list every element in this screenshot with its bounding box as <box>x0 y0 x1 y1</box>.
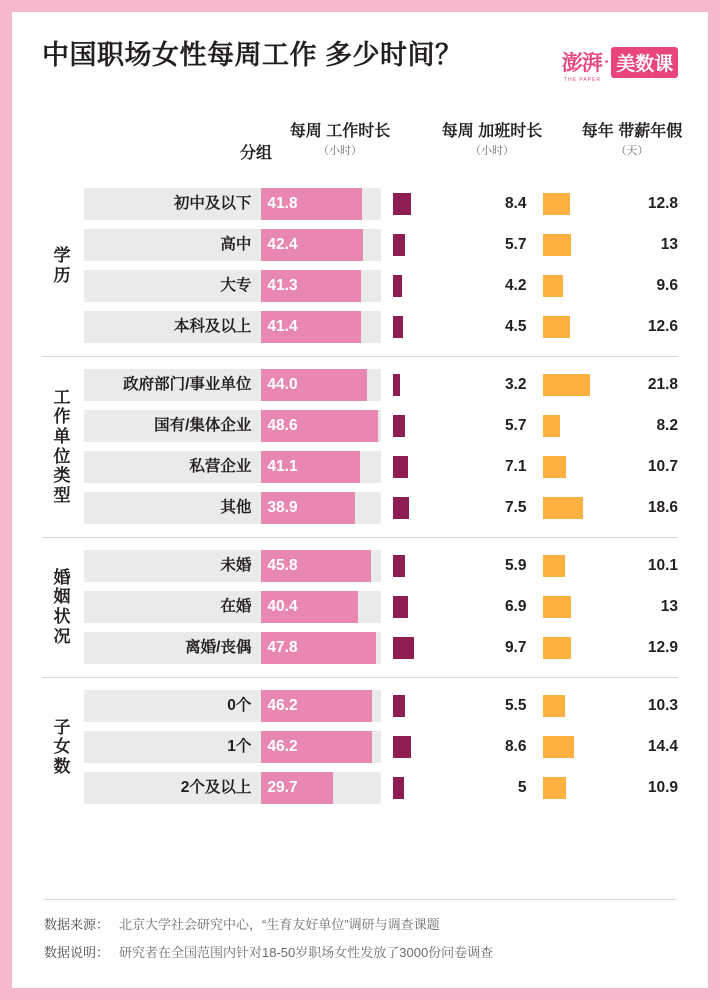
leave-cell <box>533 410 679 442</box>
leave-cell <box>533 731 679 763</box>
overtime-bar <box>393 193 411 215</box>
table-row <box>84 188 678 220</box>
row-category: 2个及以上 <box>84 772 261 804</box>
table-row <box>84 369 678 401</box>
group-label: 子 女 数 <box>53 717 73 776</box>
overtime-bar <box>393 695 405 717</box>
row-category: 大专 <box>84 270 261 302</box>
leave-bar <box>543 316 570 338</box>
group-divider <box>42 677 678 678</box>
overtime-cell <box>381 550 532 582</box>
page-title: 中国职场女性每周工作 多少时间？ <box>42 40 463 70</box>
table-row <box>84 632 678 664</box>
overtime-value: 5.5 <box>504 697 527 714</box>
overtime-bar <box>393 637 413 659</box>
hours-bar-track <box>261 369 381 401</box>
leave-value: 10.3 <box>647 697 678 714</box>
leave-value: 12.6 <box>647 318 678 335</box>
leave-value: 13 <box>660 598 678 615</box>
leave-value: 10.7 <box>647 458 678 475</box>
overtime-bar <box>393 777 404 799</box>
overtime-bar <box>393 275 402 297</box>
leave-bar <box>543 497 584 519</box>
group-label: 婚 姻 状 况 <box>53 567 73 646</box>
overtime-bar <box>393 497 409 519</box>
overtime-bar <box>393 456 408 478</box>
leave-bar <box>543 193 571 215</box>
leave-value: 21.8 <box>647 376 678 393</box>
hours-bar-track <box>261 690 381 722</box>
row-category: 1个 <box>84 731 261 763</box>
hours-value: 40.4 <box>267 598 298 615</box>
table-row <box>84 492 678 524</box>
row-category: 未婚 <box>84 550 261 582</box>
leave-value: 8.2 <box>656 417 678 434</box>
hours-bar-track <box>261 772 381 804</box>
leave-cell <box>533 229 679 261</box>
column-header-leave-label: 每年 带薪年假 <box>581 123 683 140</box>
overtime-cell <box>381 188 532 220</box>
group-label: 学 历 <box>53 245 73 285</box>
row-category: 初中及以下 <box>84 188 261 220</box>
overtime-bar <box>393 555 405 577</box>
row-category: 离婚/丧偶 <box>84 632 261 664</box>
footer-note <box>44 942 676 961</box>
table-row <box>84 550 678 582</box>
group-rows <box>84 550 678 664</box>
overtime-value: 8.4 <box>504 195 527 212</box>
overtime-value: 8.6 <box>504 738 527 755</box>
leave-value: 9.6 <box>656 277 678 294</box>
hours-value: 41.3 <box>267 277 298 294</box>
leave-bar <box>543 777 567 799</box>
column-header-overtime-label: 每周 加班时长 <box>441 123 543 140</box>
leave-cell <box>533 451 679 483</box>
hours-bar-track <box>261 188 381 220</box>
column-header-overtime <box>432 122 552 159</box>
leave-bar <box>543 555 565 577</box>
leave-cell <box>533 492 679 524</box>
column-header-hours <box>280 122 400 159</box>
overtime-value: 3.2 <box>504 376 527 393</box>
leave-bar <box>543 374 591 396</box>
overtime-cell <box>381 451 532 483</box>
leave-cell <box>533 311 679 343</box>
overtime-cell <box>381 731 532 763</box>
leave-value: 10.1 <box>647 557 678 574</box>
hours-bar-track <box>261 591 381 623</box>
footer-divider <box>44 899 676 900</box>
overtime-value: 7.1 <box>504 458 527 475</box>
overtime-cell <box>381 632 532 664</box>
row-category: 高中 <box>84 229 261 261</box>
header <box>12 12 708 108</box>
data-table <box>12 188 708 804</box>
column-header-leave <box>572 122 692 159</box>
overtime-value: 4.2 <box>504 277 527 294</box>
logo-left-text: 澎湃 <box>561 51 602 75</box>
leave-value: 12.8 <box>647 195 678 212</box>
leave-cell <box>533 188 679 220</box>
leave-cell <box>533 632 679 664</box>
group-rows <box>84 369 678 524</box>
table-row <box>84 591 678 623</box>
leave-bar <box>543 415 561 437</box>
overtime-value: 6.9 <box>504 598 527 615</box>
hours-value: 41.4 <box>267 318 298 335</box>
group-rows <box>84 690 678 804</box>
hours-value: 42.4 <box>267 236 298 253</box>
footer <box>12 899 708 970</box>
hours-bar-track <box>261 550 381 582</box>
hours-bar-track <box>261 731 381 763</box>
hours-value: 48.6 <box>267 417 298 434</box>
overtime-value: 5.7 <box>504 417 527 434</box>
hours-bar-track <box>261 492 381 524</box>
leave-bar <box>543 275 564 297</box>
logo-subtitle: THE PAPER <box>564 77 601 83</box>
row-category: 政府部门/事业单位 <box>84 369 261 401</box>
overtime-cell <box>381 690 532 722</box>
overtime-cell <box>381 410 532 442</box>
leave-cell <box>533 550 679 582</box>
table-row <box>84 410 678 442</box>
footer-source <box>44 914 676 933</box>
leave-value: 10.9 <box>647 779 678 796</box>
overtime-value: 7.5 <box>504 499 527 516</box>
overtime-value: 4.5 <box>504 318 527 335</box>
leave-value: 13 <box>660 236 678 253</box>
hours-value: 46.2 <box>267 738 298 755</box>
column-header-hours-unit: （小时） <box>318 145 362 157</box>
overtime-cell <box>381 772 532 804</box>
hours-bar-track <box>261 270 381 302</box>
overtime-cell <box>381 229 532 261</box>
row-category: 私营企业 <box>84 451 261 483</box>
group-label: 工 作 单 位 类 型 <box>53 387 73 505</box>
leave-value: 12.9 <box>647 639 678 656</box>
overtime-bar <box>393 374 400 396</box>
overtime-bar <box>393 234 405 256</box>
hours-value: 44.0 <box>267 376 298 393</box>
overtime-bar <box>393 736 411 758</box>
leave-cell <box>533 369 679 401</box>
leave-cell <box>533 772 679 804</box>
leave-bar <box>543 637 571 659</box>
footer-source-text: 北京大学社会研究中心，“生育友好单位”调研与调查课题 <box>119 917 440 932</box>
group-block <box>42 550 678 664</box>
group-divider <box>42 356 678 357</box>
table-row <box>84 451 678 483</box>
leave-bar <box>543 695 565 717</box>
footer-note-label: 数据说明： <box>44 945 110 960</box>
overtime-bar <box>393 415 405 437</box>
hours-value: 29.7 <box>267 779 298 796</box>
column-header-overtime-unit: （小时） <box>470 145 514 157</box>
overtime-cell <box>381 270 532 302</box>
leave-bar <box>543 596 571 618</box>
leave-value: 18.6 <box>647 499 678 516</box>
column-headers <box>12 108 708 188</box>
table-row <box>84 270 678 302</box>
hours-bar-track <box>261 410 381 442</box>
leave-bar <box>543 234 571 256</box>
overtime-cell <box>381 311 532 343</box>
overtime-cell <box>381 492 532 524</box>
overtime-value: 5 <box>517 779 527 796</box>
leave-cell <box>533 591 679 623</box>
table-row <box>84 229 678 261</box>
hours-value: 38.9 <box>267 499 298 516</box>
hours-value: 45.8 <box>267 557 298 574</box>
hours-bar-track <box>261 451 381 483</box>
leave-cell <box>533 270 679 302</box>
leave-bar <box>543 736 574 758</box>
hours-bar-track <box>261 229 381 261</box>
logo-right-text: 美数课 <box>611 47 678 78</box>
hours-bar-track <box>261 632 381 664</box>
group-block <box>42 188 678 343</box>
hours-value: 46.2 <box>267 697 298 714</box>
infographic-card <box>12 12 708 988</box>
overtime-cell <box>381 591 532 623</box>
overtime-value: 9.7 <box>504 639 527 656</box>
overtime-bar <box>393 316 403 338</box>
row-category: 在婚 <box>84 591 261 623</box>
leave-bar <box>543 456 566 478</box>
leave-value: 14.4 <box>647 738 678 755</box>
table-row <box>84 731 678 763</box>
row-category: 国有/集体企业 <box>84 410 261 442</box>
group-divider <box>42 537 678 538</box>
footer-source-label: 数据来源： <box>44 917 110 932</box>
table-row <box>84 311 678 343</box>
row-category: 本科及以上 <box>84 311 261 343</box>
table-row <box>84 772 678 804</box>
overtime-value: 5.7 <box>504 236 527 253</box>
overtime-bar <box>393 596 408 618</box>
group-block <box>42 690 678 804</box>
row-category: 其他 <box>84 492 261 524</box>
group-rows <box>84 188 678 343</box>
hours-value: 41.1 <box>267 458 298 475</box>
column-header-leave-unit: （天） <box>615 145 649 157</box>
hours-value: 47.8 <box>267 639 298 656</box>
group-block <box>42 369 678 524</box>
row-category: 0个 <box>84 690 261 722</box>
hours-bar-track <box>261 311 381 343</box>
column-header-group: 分组 <box>239 145 272 162</box>
leave-cell <box>533 690 679 722</box>
overtime-cell <box>381 369 532 401</box>
column-header-hours-label: 每周 工作时长 <box>289 123 391 140</box>
table-row <box>84 690 678 722</box>
publisher-logo <box>560 42 680 82</box>
footer-note-text: 研究者在全国范围内针对18-50岁职场女性发放了3000份问卷调查 <box>119 945 494 960</box>
hours-value: 41.8 <box>267 195 298 212</box>
logo-dot: • <box>604 56 609 68</box>
overtime-value: 5.9 <box>504 557 527 574</box>
